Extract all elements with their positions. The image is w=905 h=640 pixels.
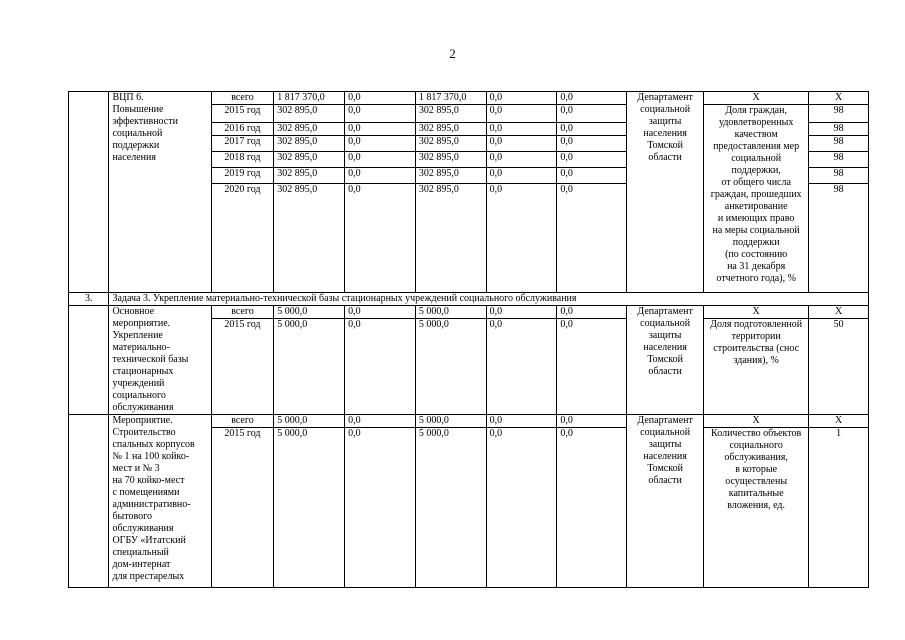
local-cell: 0,0	[486, 123, 557, 136]
period-cell: 2015 год	[211, 319, 274, 415]
local-cell: 0,0	[486, 306, 557, 319]
department-cell: Департамент социальной защиты населения Томской области	[627, 306, 704, 415]
other-cell: 0,0	[557, 123, 627, 136]
total-cell: 302 895,0	[274, 136, 345, 152]
total-cell: 302 895,0	[274, 152, 345, 168]
value-cell: Х	[809, 92, 869, 105]
regional-cell: 302 895,0	[415, 136, 486, 152]
other-cell: 0,0	[557, 92, 627, 105]
indicator-x-cell: Х	[704, 415, 809, 428]
regional-cell: 5 000,0	[415, 319, 486, 415]
total-cell: 302 895,0	[274, 168, 345, 184]
period-cell: 2019 год	[211, 168, 274, 184]
period-cell: всего	[211, 92, 274, 105]
period-cell: всего	[211, 415, 274, 428]
federal-cell: 0,0	[345, 123, 416, 136]
value-cell: 98	[809, 123, 869, 136]
row-number-cell	[69, 415, 109, 588]
value-cell: 98	[809, 168, 869, 184]
department-cell: Департамент социальной защиты населения Томской области	[627, 92, 704, 293]
total-cell: 5 000,0	[274, 306, 345, 319]
local-cell: 0,0	[486, 428, 557, 588]
activity-name: ВЦП 6. Повышение эффективности социальной поддержки населения	[109, 92, 211, 293]
total-cell: 302 895,0	[274, 123, 345, 136]
value-cell: 1	[809, 428, 869, 588]
task-number: 3.	[69, 293, 109, 306]
federal-cell: 0,0	[345, 319, 416, 415]
value-cell: 98	[809, 184, 869, 293]
table-row	[69, 92, 869, 105]
local-cell: 0,0	[486, 168, 557, 184]
program-table	[68, 91, 869, 588]
other-cell: 0,0	[557, 105, 627, 123]
regional-cell: 302 895,0	[415, 184, 486, 293]
regional-cell: 5 000,0	[415, 306, 486, 319]
row-number-cell	[69, 92, 109, 293]
regional-cell: 5 000,0	[415, 415, 486, 428]
regional-cell: 1 817 370,0	[415, 92, 486, 105]
local-cell: 0,0	[486, 152, 557, 168]
federal-cell: 0,0	[345, 105, 416, 123]
indicator-cell: Доля граждан, удовлетворенных качеством предоставления мер социальной поддержки, от общего числа граждан, прошедших анкетирование и имеющих право на меры социальной поддержки (по состоянию на 31 декабря отчетного года), %	[704, 105, 809, 293]
indicator-x-cell: Х	[704, 306, 809, 319]
indicator-cell: Доля подготовленной территории строительства (снос здания), %	[704, 319, 809, 415]
federal-cell: 0,0	[345, 415, 416, 428]
other-cell: 0,0	[557, 184, 627, 293]
local-cell: 0,0	[486, 319, 557, 415]
local-cell: 0,0	[486, 136, 557, 152]
other-cell: 0,0	[557, 168, 627, 184]
period-cell: всего	[211, 306, 274, 319]
activity-name: Мероприятие. Строительство спальных корпусов № 1 на 100 койко- мест и № 3 на 70 койко-мест с помещениями административно- бытового обслуживания ОГБУ «Итатский специальный дом-интернат для престарелых	[109, 415, 211, 588]
local-cell: 0,0	[486, 92, 557, 105]
indicator-x-cell: Х	[704, 92, 809, 105]
total-cell: 5 000,0	[274, 415, 345, 428]
value-cell: 50	[809, 319, 869, 415]
table-row	[69, 293, 869, 306]
other-cell: 0,0	[557, 136, 627, 152]
period-cell: 2015 год	[211, 428, 274, 588]
federal-cell: 0,0	[345, 136, 416, 152]
department-cell: Департамент социальной защиты населения Томской области	[627, 415, 704, 588]
total-cell: 5 000,0	[274, 319, 345, 415]
local-cell: 0,0	[486, 184, 557, 293]
federal-cell: 0,0	[345, 168, 416, 184]
value-cell: 98	[809, 105, 869, 123]
other-cell: 0,0	[557, 319, 627, 415]
other-cell: 0,0	[557, 306, 627, 319]
value-cell: Х	[809, 415, 869, 428]
regional-cell: 302 895,0	[415, 123, 486, 136]
total-cell: 1 817 370,0	[274, 92, 345, 105]
regional-cell: 302 895,0	[415, 105, 486, 123]
local-cell: 0,0	[486, 105, 557, 123]
period-cell: 2017 год	[211, 136, 274, 152]
federal-cell: 0,0	[345, 92, 416, 105]
activity-name: Основное мероприятие. Укрепление материально- технической базы стационарных учреждений социального обслуживания	[109, 306, 211, 415]
other-cell: 0,0	[557, 428, 627, 588]
period-cell: 2018 год	[211, 152, 274, 168]
period-cell: 2020 год	[211, 184, 274, 293]
indicator-cell: Количество объектов социального обслуживания, в которые осуществлены капитальные вложения, ед.	[704, 428, 809, 588]
federal-cell: 0,0	[345, 152, 416, 168]
period-cell: 2016 год	[211, 123, 274, 136]
value-cell: 98	[809, 136, 869, 152]
value-cell: Х	[809, 306, 869, 319]
total-cell: 5 000,0	[274, 428, 345, 588]
period-cell: 2015 год	[211, 105, 274, 123]
regional-cell: 302 895,0	[415, 168, 486, 184]
value-cell: 98	[809, 152, 869, 168]
total-cell: 302 895,0	[274, 105, 345, 123]
task-title: Задача 3. Укрепление материально-технической базы стационарных учреждений социального обслуживания	[109, 293, 869, 306]
table-row	[69, 306, 869, 319]
other-cell: 0,0	[557, 152, 627, 168]
total-cell: 302 895,0	[274, 184, 345, 293]
federal-cell: 0,0	[345, 306, 416, 319]
federal-cell: 0,0	[345, 428, 416, 588]
other-cell: 0,0	[557, 415, 627, 428]
regional-cell: 302 895,0	[415, 152, 486, 168]
federal-cell: 0,0	[345, 184, 416, 293]
row-number-cell	[69, 306, 109, 415]
regional-cell: 5 000,0	[415, 428, 486, 588]
page-number: 2	[449, 46, 456, 61]
local-cell: 0,0	[486, 415, 557, 428]
table-row	[69, 415, 869, 428]
